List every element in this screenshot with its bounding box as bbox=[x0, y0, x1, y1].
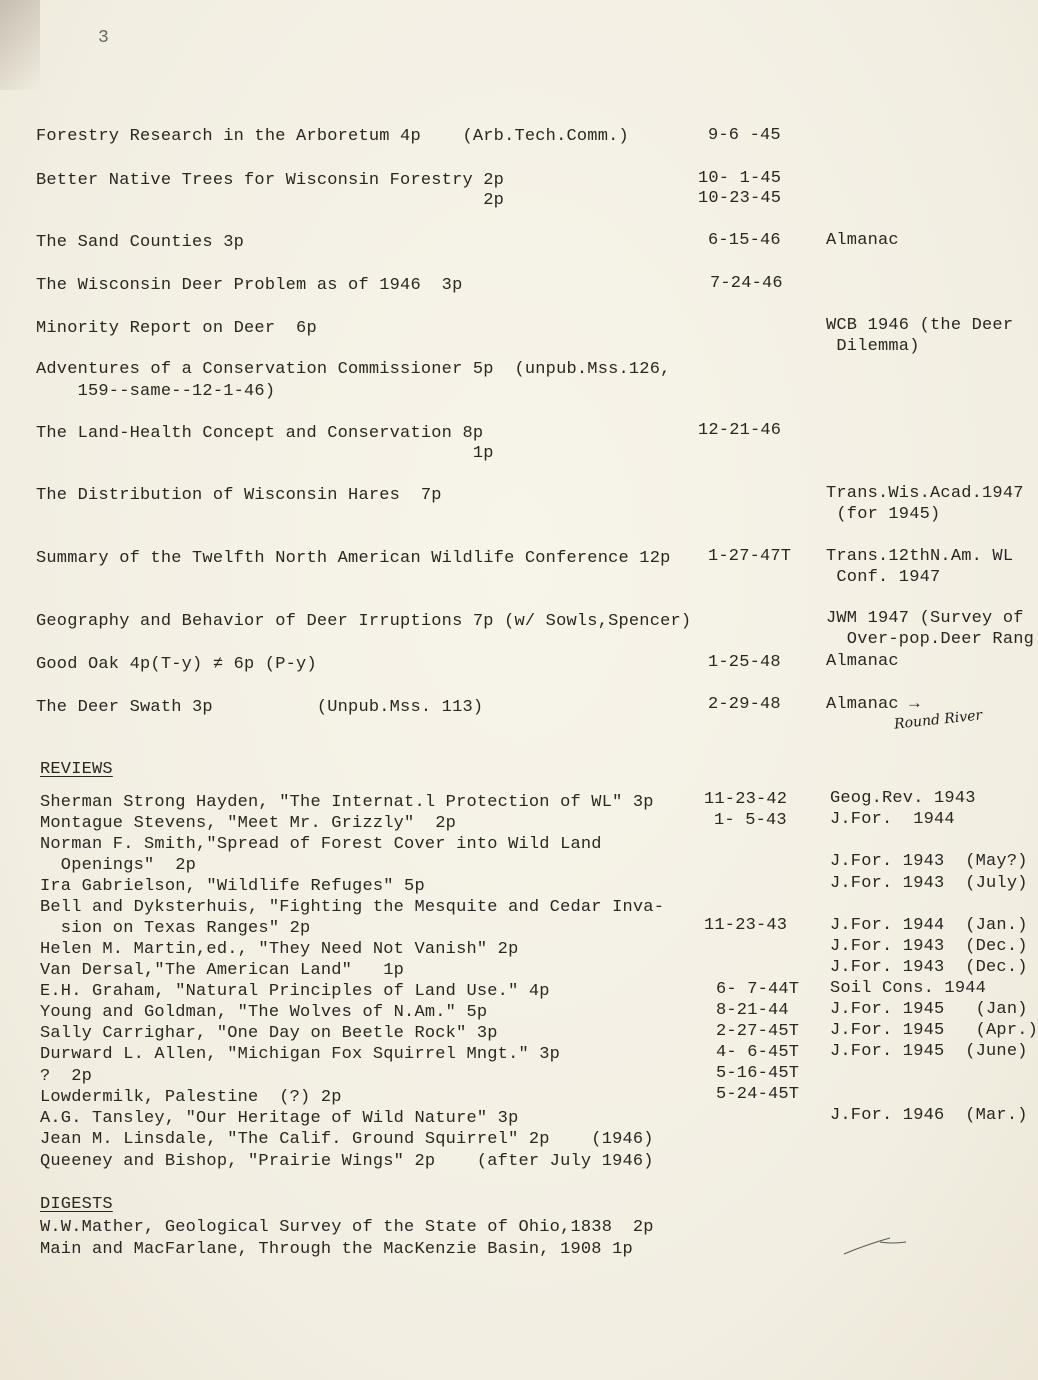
pencil-stroke-mark bbox=[840, 1232, 910, 1260]
entry-sand-counties: The Sand Counties 3p bbox=[36, 233, 245, 252]
review-row: ? 2p bbox=[40, 1067, 93, 1086]
review-pub: J.For. 1946 (Mar.) bbox=[830, 1106, 1028, 1125]
handwritten-note: Round River bbox=[893, 707, 983, 733]
review-pub: J.For. 1944 (Jan.) bbox=[830, 916, 1028, 935]
entry-good-oak: Good Oak 4p(T-y) ≠ 6p (P-y) bbox=[36, 655, 317, 674]
review-date: 5-24-45T bbox=[716, 1085, 800, 1104]
review-pub: J.For. 1945 (Apr.) bbox=[830, 1021, 1038, 1040]
review-date: 5-16-45T bbox=[716, 1064, 800, 1083]
digests-heading: DIGESTS bbox=[40, 1195, 113, 1214]
entry-adventures: Adventures of a Conservation Commissioner 5p (unpub.Mss.126, bbox=[36, 360, 671, 379]
entry-twelfth-conference-pub-2: Conf. 1947 bbox=[826, 568, 941, 587]
review-row: Lowdermilk, Palestine (?) 2p bbox=[40, 1088, 342, 1107]
review-row: Openings" 2p bbox=[40, 856, 197, 875]
entry-adventures-2: 159--same--12-1-46) bbox=[36, 382, 276, 401]
entry-good-oak-pub: Almanac bbox=[826, 652, 899, 671]
review-pub: J.For. 1943 (Dec.) bbox=[830, 937, 1028, 956]
entry-better-native-trees: Better Native Trees for Wisconsin Forestry 2p bbox=[36, 171, 505, 190]
entry-better-native-trees-date: 10- 1-45 bbox=[698, 169, 782, 188]
digest-row: W.W.Mather, Geological Survey of the State of Ohio,1838 2p bbox=[40, 1218, 654, 1237]
entry-deer-swath-date: 2-29-48 bbox=[708, 695, 781, 714]
entry-minority-report-pub: WCB 1946 (the Deer bbox=[826, 316, 1014, 335]
review-date: 6- 7-44T bbox=[716, 980, 800, 999]
review-row: Ira Gabrielson, "Wildlife Refuges" 5p bbox=[40, 877, 425, 896]
review-row: Montague Stevens, "Meet Mr. Grizzly" 2p bbox=[40, 814, 457, 833]
review-pub: J.For. 1943 (May?) bbox=[830, 852, 1028, 871]
review-row: A.G. Tansley, "Our Heritage of Wild Nature" 3p bbox=[40, 1109, 519, 1128]
digest-row: Main and MacFarlane, Through the MacKenzie Basin, 1908 1p bbox=[40, 1240, 633, 1259]
review-pub: J.For. 1943 (Dec.) bbox=[830, 958, 1028, 977]
reviews-heading: REVIEWS bbox=[40, 760, 113, 779]
page-number: 3 bbox=[98, 28, 109, 48]
review-date: 11-23-43 bbox=[704, 916, 788, 935]
review-row: E.H. Graham, "Natural Principles of Land Use." 4p bbox=[40, 982, 550, 1001]
review-row: Sherman Strong Hayden, "The Internat.l Protection of WL" 3p bbox=[40, 793, 654, 812]
corner-smudge bbox=[0, 0, 40, 90]
review-row: Norman F. Smith,"Spread of Forest Cover into Wild Land bbox=[40, 835, 602, 854]
review-pub: J.For. 1944 bbox=[830, 810, 955, 829]
review-row: sion on Texas Ranges" 2p bbox=[40, 919, 311, 938]
entry-good-oak-date: 1-25-48 bbox=[708, 653, 781, 672]
entry-minority-report: Minority Report on Deer 6p bbox=[36, 319, 317, 338]
review-date: 11-23-42 bbox=[704, 790, 788, 809]
review-row: Bell and Dyksterhuis, "Fighting the Mesquite and Cedar Inva- bbox=[40, 898, 665, 917]
review-row: Sally Carrighar, "One Day on Beetle Rock" 3p bbox=[40, 1024, 498, 1043]
entry-land-health-2: 1p bbox=[36, 444, 494, 463]
entry-forestry-research: Forestry Research in the Arboretum 4p (Arb.Tech.Comm.) bbox=[36, 127, 629, 146]
entry-forestry-research-date: 9-6 -45 bbox=[708, 126, 781, 145]
review-date: 8-21-44 bbox=[716, 1001, 789, 1020]
review-row: Jean M. Linsdale, "The Calif. Ground Squirrel" 2p (1946) bbox=[40, 1130, 654, 1149]
entry-minority-report-pub-2: Dilemma) bbox=[826, 337, 920, 356]
review-pub: Geog.Rev. 1943 bbox=[830, 789, 976, 808]
entry-deer-irruptions-pub: JWM 1947 (Survey of bbox=[826, 609, 1024, 628]
review-row: Van Dersal,"The American Land" 1p bbox=[40, 961, 405, 980]
entry-land-health-date: 12-21-46 bbox=[698, 421, 782, 440]
entry-deer-swath: The Deer Swath 3p (Unpub.Mss. 113) bbox=[36, 698, 484, 717]
review-row: Queeney and Bishop, "Prairie Wings" 2p (after July 1946) bbox=[40, 1152, 654, 1171]
review-pub: Soil Cons. 1944 bbox=[830, 979, 987, 998]
entry-better-native-trees-2: 2p bbox=[36, 191, 505, 210]
entry-twelfth-conference: Summary of the Twelfth North American Wildlife Conference 12p bbox=[36, 549, 671, 568]
review-row: Durward L. Allen, "Michigan Fox Squirrel Mngt." 3p bbox=[40, 1045, 561, 1064]
entry-better-native-trees-date-2: 10-23-45 bbox=[698, 189, 782, 208]
entry-wisconsin-hares-pub-2: (for 1945) bbox=[826, 505, 941, 524]
review-date: 2-27-45T bbox=[716, 1022, 800, 1041]
entry-twelfth-conference-pub: Trans.12thN.Am. WL bbox=[826, 547, 1014, 566]
entry-sand-counties-date: 6-15-46 bbox=[708, 231, 781, 250]
entry-deer-swath-pub: Almanac → bbox=[826, 695, 920, 714]
review-pub: J.For. 1945 (Jan) bbox=[830, 1000, 1028, 1019]
entry-wisconsin-deer-date: 7-24-46 bbox=[710, 274, 783, 293]
entry-sand-counties-pub: Almanac bbox=[826, 231, 899, 250]
entry-twelfth-conference-date: 1-27-47T bbox=[708, 547, 792, 566]
entry-wisconsin-deer: The Wisconsin Deer Problem as of 1946 3p bbox=[36, 276, 463, 295]
entry-deer-irruptions-pub-2: Over-pop.Deer Rang bbox=[826, 630, 1035, 649]
review-date: 4- 6-45T bbox=[716, 1043, 800, 1062]
review-date: 1- 5-43 bbox=[714, 811, 787, 830]
review-pub: J.For. 1943 (July) bbox=[830, 874, 1028, 893]
entry-land-health: The Land-Health Concept and Conservation 8p bbox=[36, 424, 484, 443]
entry-wisconsin-hares: The Distribution of Wisconsin Hares 7p bbox=[36, 486, 442, 505]
review-pub: J.For. 1945 (June) bbox=[830, 1042, 1028, 1061]
entry-wisconsin-hares-pub: Trans.Wis.Acad.1947 bbox=[826, 484, 1024, 503]
entry-deer-irruptions: Geography and Behavior of Deer Irruptions 7p (w/ Sowls,Spencer) bbox=[36, 612, 692, 631]
review-row: Young and Goldman, "The Wolves of N.Am." 5p bbox=[40, 1003, 488, 1022]
review-row: Helen M. Martin,ed., "They Need Not Vanish" 2p bbox=[40, 940, 519, 959]
